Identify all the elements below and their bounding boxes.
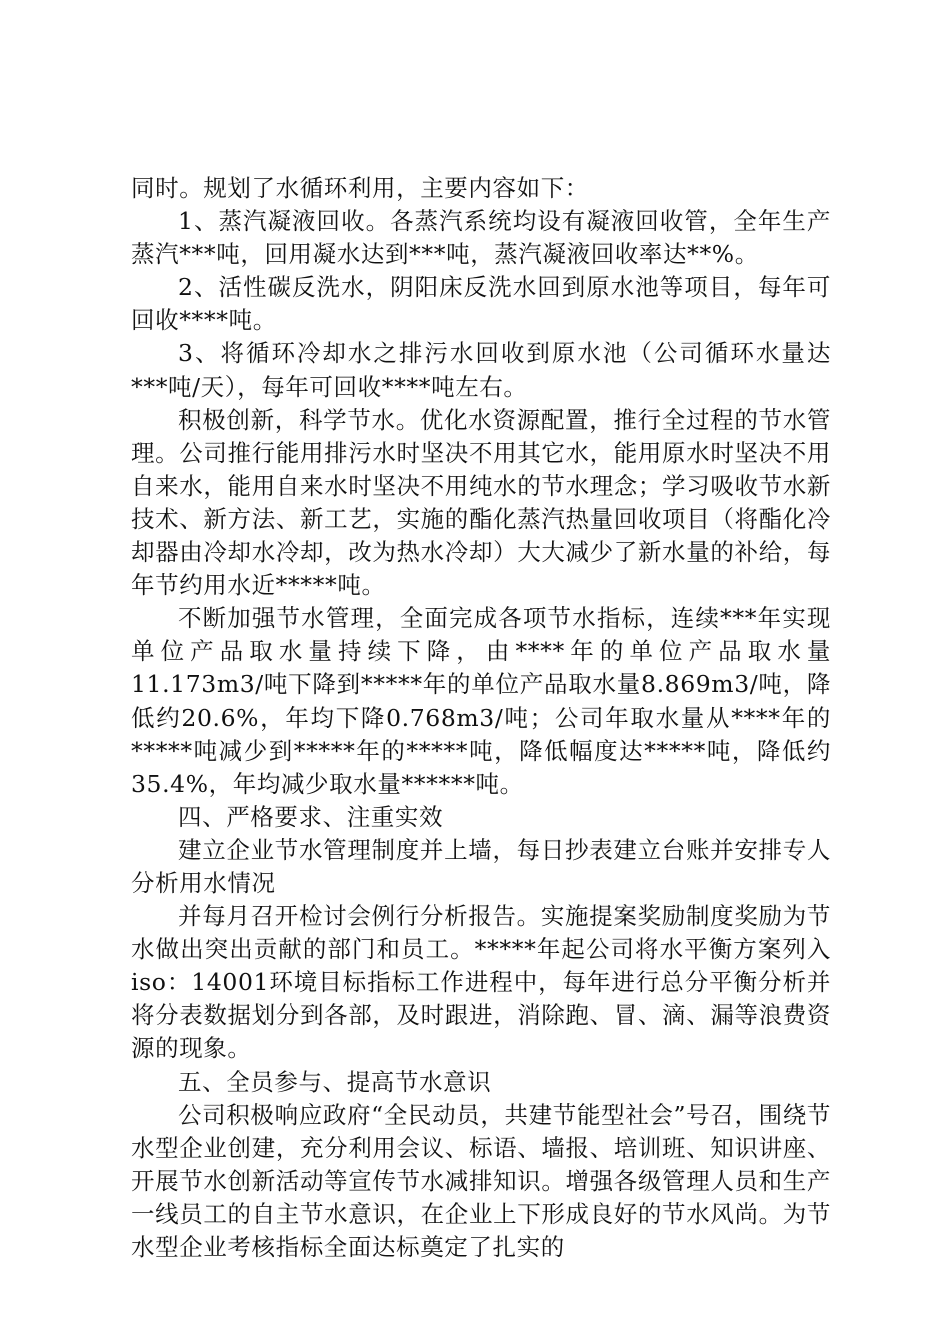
paragraph-system: 建立企业节水管理制度并上墙，每日抄表建立台账并安排专人分析用水情况 [131, 835, 831, 897]
paragraph-item-2: 2、活性碳反洗水，阴阳床反洗水回到原水池等项目，每年可回收****吨。 [131, 273, 831, 335]
paragraph-innovation: 积极创新，科学节水。优化水资源配置，推行全过程的节水管理。公司推行能用排污水时坚决不用其它水，能用原水时坚决不用自来水，能用自来水时坚决不用纯水的节水理念；学习吸收节水新技术、新方法、新工艺，实施的酯化蒸汽热量回收项目（将酯化冷却器由冷却水冷却，改为热水冷却）大大减少了新水量的补给，每年节约用水近*****吨。 [131, 405, 831, 600]
paragraph-item-3: 3、将循环冷却水之排污水回收到原水池（公司循环水量达***吨/天），每年可回收****吨左右。 [131, 339, 831, 401]
paragraph-monthly-review: 并每月召开检讨会例行分析报告。实施提案奖励制度奖励为节水做出突出贡献的部门和员工。*****年起公司将水平衡方案列入iso：14001环境目标指标工作进程中，每年进行总分平衡分析并将分表数据划分到各部，及时跟进，消除跑、冒、滴、漏等浪费资源的现象。 [131, 902, 831, 1063]
paragraph-participation: 公司积极响应政府“全民动员，共建节能型社会”号召，围绕节水型企业创建，充分利用会议、标语、墙报、培训班、知识讲座、开展节水创新活动等宣传节水减排知识。增强各级管理人员和生产一线员工的自主节水意识，在企业上下形成良好的节水风尚。为节水型企业考核指标全面达标奠定了扎实的 [131, 1100, 831, 1261]
section-heading-5: 五、全员参与、提高节水意识 [178, 1067, 492, 1096]
section-heading-4: 四、严格要求、注重实效 [178, 802, 444, 831]
paragraph-item-1: 1、蒸汽凝液回收。各蒸汽系统均设有凝液回收管，全年生产蒸汽***吨，回用凝水达到***吨，蒸汽凝液回收率达**%。 [131, 207, 831, 269]
paragraph-continuation: 同时。规划了水循环利用，主要内容如下： [131, 174, 589, 202]
body-text [131, 172, 831, 1264]
paragraph-management: 不断加强节水管理，全面完成各项节水指标，连续***年实现单位产品取水量持续下降，由****年的单位产品取水量11.173m3/吨下降到*****年的单位产品取水量8.869m3/吨，降低约20.6%，年均下降0.768m3/吨；公司年取水量从****年的*****吨减少到*****年的*****吨，降低幅度达*****吨，降低约35.4%，年均减少取水量******吨。 [131, 604, 831, 798]
